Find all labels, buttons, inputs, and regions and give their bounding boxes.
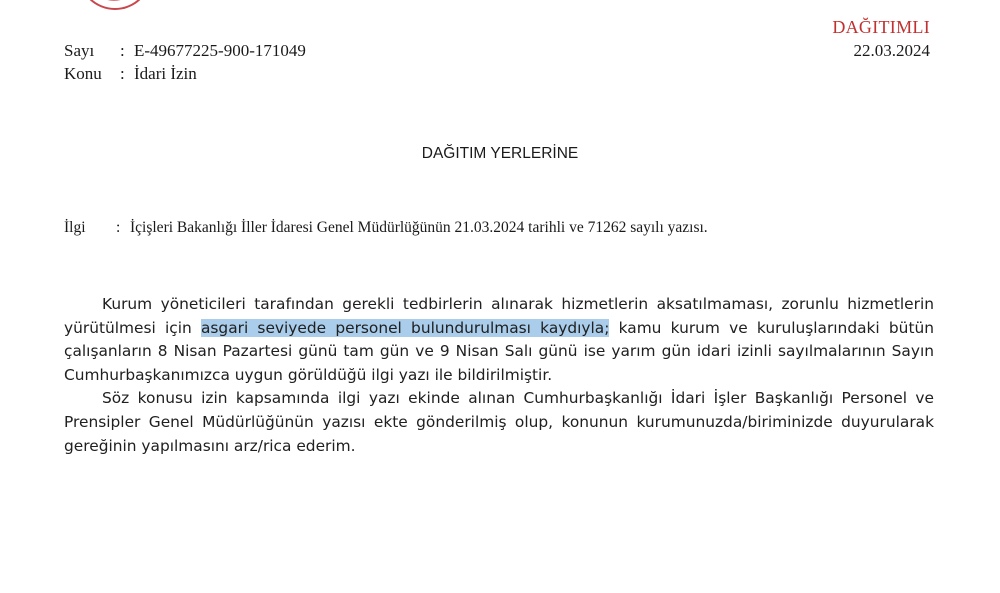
reference-text: İçişleri Bakanlığı İller İdaresi Genel Müdürlüğünün 21.03.2024 tarihli ve 71262 sayılı yazısı.: [130, 219, 708, 236]
number-label: Sayı: [64, 41, 95, 60]
reference-separator: :: [116, 219, 121, 236]
subject-value: İdari İzin: [134, 64, 197, 83]
letter-body: [64, 293, 934, 458]
document-date: 22.03.2024: [853, 41, 930, 60]
reference-label: İlgi: [64, 219, 86, 236]
body-paragraph-1: [64, 293, 934, 387]
paragraph-1-text-end: kamu kurum ve kuruluşlarındaki bütün çalışanların 8 Nisan Pazartesi günü tam gün ve 9 Nisan Salı günü ise yarım gün idari izinli sayılmalarının Sayın Cumhurbaşkanımızca uygun görüldüğü ilgi yazı ile bildirilmiştir.: [64, 318, 934, 384]
number-separator: :: [120, 41, 125, 60]
subject-label: Konu: [64, 64, 102, 83]
highlighted-text[interactable]: asgari seviyede personel bulundurulması kaydıyla;: [200, 318, 610, 337]
paragraph-1-text-start: Kurum yöneticileri tarafından gerekli tedbirlerin alınarak hizmetlerin aksatılmaması, zorunlu hizmetlerin yürütülmesi için: [64, 295, 934, 337]
subject-separator: :: [120, 64, 125, 83]
distribution-stamp: DAĞITIMLI: [832, 17, 930, 37]
body-paragraph-2: Söz konusu izin kapsamında ilgi yazı ekinde alınan Cumhurbaşkanlığı İdari İşler Başkanlığı Personel ve Prensipler Genel Müdürlüğünün yazısı ekte gönderilmiş olup, konunun kurumunuzda/biriminizde duyurularak gereğinin yapılmasını arz/rica ederim.: [64, 389, 934, 455]
seal-logo: [78, 0, 152, 10]
subject-row: [64, 64, 197, 84]
recipients-heading: DAĞITIM YERLERİNE: [421, 145, 579, 162]
reference-row: [64, 219, 708, 237]
number-value: E-49677225-900-171049: [134, 41, 306, 60]
number-row: [64, 41, 306, 61]
